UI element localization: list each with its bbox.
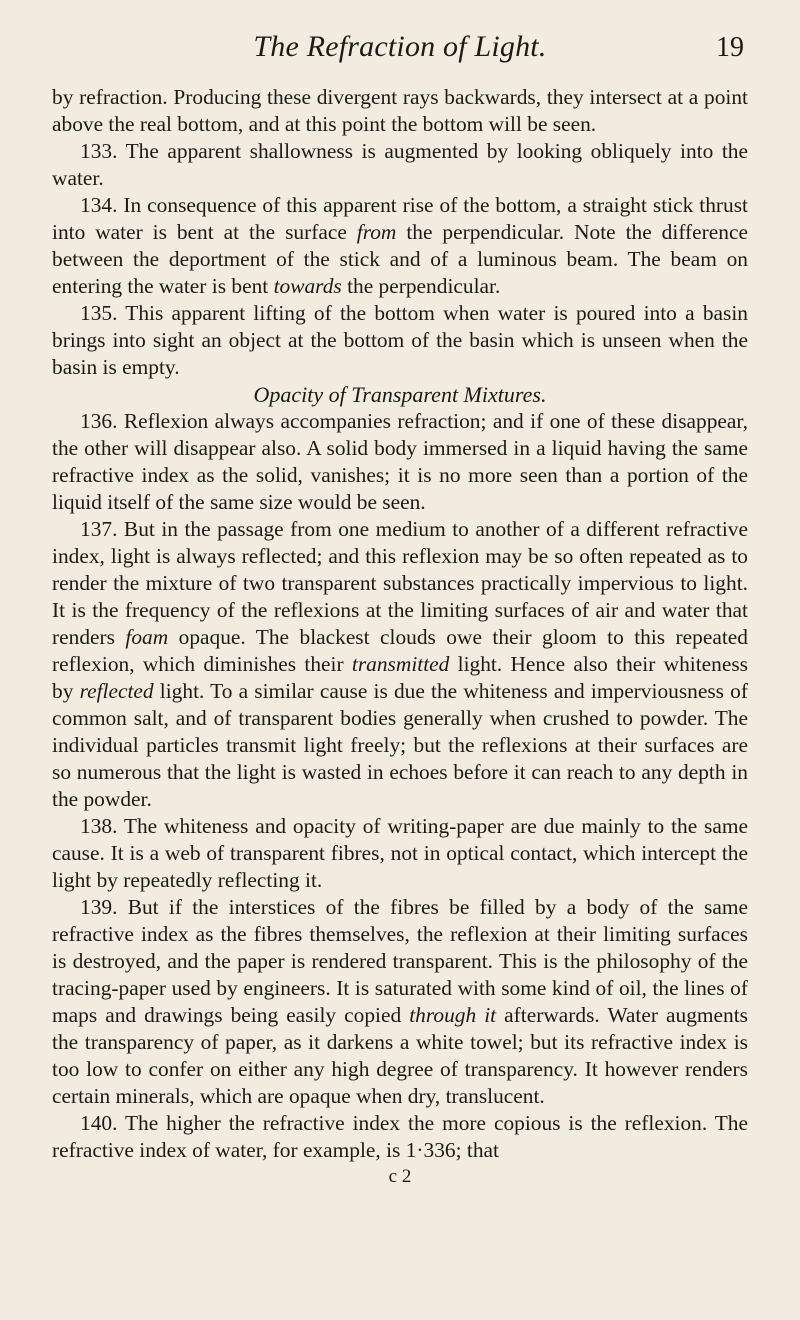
section-heading: Opacity of Transparent Mixtures. xyxy=(253,382,547,407)
signature-mark: c 2 xyxy=(388,1166,412,1187)
paragraph-134-text-a: 134. In consequence of this apparent rise of the bottom, a straight stick thrust into water is bent at the surface xyxy=(52,193,748,244)
paragraph-137-emphasis-transmitted: transmitted xyxy=(351,652,450,676)
paragraph-135: 135. This apparent lifting of the bottom when water is poured into a basin brings into sight an object at the bottom of the basin which is unseen when the basin is empty. xyxy=(52,301,748,379)
paragraph-134-emphasis-towards: towards xyxy=(273,274,342,298)
paragraph-continuation: by refraction. Producing these divergent rays backwards, they intersect at a point above the real bottom, and at this point the bottom will be seen. xyxy=(52,85,748,136)
paragraph-137-text-d: light. To a similar cause is due the whiteness and imperviousness of common salt, and of transparent bodies generally when crushed to powder. The individual particles transmit light freely; but the reflexions at their surfaces are so numerous that the light is wasted in echoes before it can reach to any depth in the powder. xyxy=(52,679,748,811)
paragraph-136: 136. Reflexion always accompanies refraction; and if one of these disappear, the other will disappear also. A solid body immersed in a liquid having the same refractive index as the solid, vanishes; it is no more seen than a portion of the liquid itself of the same size would be seen. xyxy=(52,409,748,514)
paragraph-133: 133. The apparent shallowness is augmented by looking obliquely into the water. xyxy=(52,139,748,190)
paragraph-137 xyxy=(52,516,748,813)
body-text xyxy=(52,84,748,1164)
paragraph-137-emphasis-reflected: reflected xyxy=(79,679,154,703)
paragraph-139 xyxy=(52,894,748,1110)
paragraph-137-text-c: light. Hence also their whiteness by xyxy=(52,652,748,703)
page-number: 19 xyxy=(716,32,744,63)
paragraph-134 xyxy=(52,192,748,300)
paragraph-137-emphasis-foam: foam xyxy=(125,625,169,649)
running-head xyxy=(52,30,748,78)
paragraph-140: 140. The higher the refractive index the more copious is the reflexion. The refractive index of water, for example, is 1·336; that xyxy=(52,1111,748,1162)
paragraph-139-emphasis-through-it: through it xyxy=(409,1003,497,1027)
paragraph-138: 138. The whiteness and opacity of writing-paper are due mainly to the same cause. It is a web of transparent fibres, not in optical contact, which intercept the light by repeatedly reflecting it. xyxy=(52,814,748,892)
paragraph-137-text-a: 137. But in the passage from one medium to another of a different refractive index, light is always reflected; and this reflexion may be so often repeated as to render the mixture of two transparent substances practically impervious to light. It is the frequency of the reflexions at the limiting surfaces of air and water that renders xyxy=(52,517,748,649)
paragraph-134-emphasis-from: from xyxy=(356,220,397,244)
paragraph-139-text-a: 139. But if the interstices of the fibres be filled by a body of the same refractive index as the fibres themselves, the reflexion at their limiting surfaces is destroyed, and the paper is rendered transparent. This is the philosophy of the tracing-paper used by engineers. It is saturated with some kind of oil, the lines of maps and drawings being easily copied xyxy=(52,895,748,1027)
running-title: The Refraction of Light. xyxy=(253,30,547,63)
paragraph-134-text-c: the perpendicular. xyxy=(341,274,501,298)
paragraph-134-text-b: the perpendicular. Note the difference between the deportment of the stick and of a luminous beam. The beam on entering the water is bent xyxy=(52,220,748,298)
paragraph-137-text-b: opaque. The blackest clouds owe their gloom to this repeated reflexion, which diminishes their xyxy=(52,625,748,676)
paragraph-139-text-b: afterwards. Water augments the transparency of paper, as it darkens a white towel; but its refractive index is too low to confer on either any high degree of transparency. It however renders certain minerals, which are opaque when dry, translucent. xyxy=(52,1003,749,1108)
